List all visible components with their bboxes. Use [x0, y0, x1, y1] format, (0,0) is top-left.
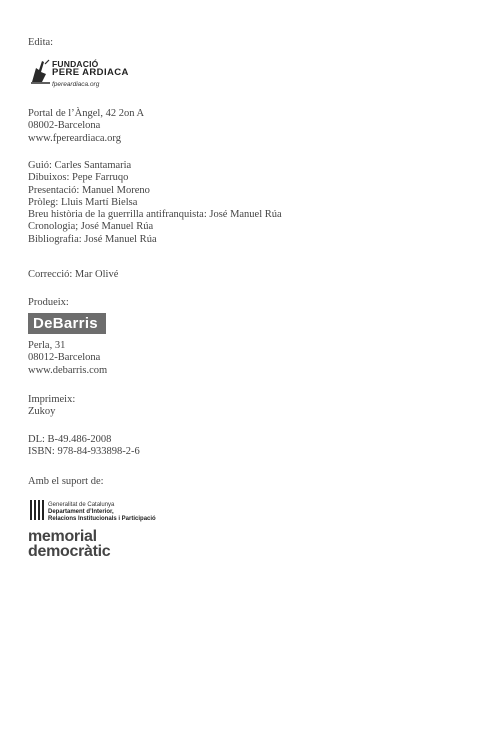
correction-credit: Correcció: Mar Olivé [28, 269, 119, 280]
generalitat-logo-line1: Generalitat de Catalunya [48, 502, 115, 508]
produeix-label: Produeix: [28, 297, 69, 308]
senyera-icon [30, 500, 44, 520]
isbn: ISBN: 978-84-933898-2-6 [28, 446, 140, 458]
printer-block [28, 394, 75, 419]
memorial-logo-line1: memorial [28, 528, 97, 545]
legal-block [28, 434, 140, 459]
legal-deposit: DL: B-49.486-2008 [28, 434, 112, 445]
imprimeix-label: Imprimeix: [28, 394, 76, 405]
publisher-address [28, 108, 144, 145]
memorial-logo-line2: democràtic [28, 543, 111, 560]
producer-city: 08012-Barcelona [28, 352, 101, 364]
producer-website[interactable]: www.debarris.com [28, 364, 108, 376]
credits-list [28, 160, 282, 246]
debarris-logo [28, 313, 106, 334]
edita-label: Edita: [28, 37, 54, 48]
generalitat-logo [30, 499, 180, 523]
publisher-street: Portal de l’Àngel, 42 2on A [28, 108, 145, 119]
producer-address [28, 340, 107, 377]
publisher-website[interactable]: www.fpereardiaca.org [28, 132, 121, 144]
credit-chronology: Cronologia; José Manuel Rúa [28, 221, 154, 233]
credit-script: Guió: Carles Santamaria [28, 160, 132, 171]
fundacio-logo-url: fpereardiaca.org [52, 81, 100, 88]
support-label: Amb el suport de: [28, 476, 104, 487]
fundacio-logo-line1: FUNDACIÓ [52, 59, 99, 69]
credit-prologue: Pròleg: Lluis Martí Bielsa [28, 196, 138, 208]
producer-street: Perla, 31 [28, 340, 66, 351]
generalitat-logo-line2: Departament d’Interior, [48, 509, 114, 515]
fundacio-logo-line2: PERE ARDIACA [52, 67, 129, 78]
memorial-democratic-logo [28, 528, 128, 564]
credit-presentation: Presentació: Manuel Moreno [28, 184, 150, 196]
credit-bibliography: Bibliografia: José Manuel Rúa [28, 233, 157, 245]
printer-name: Zukoy [28, 406, 56, 418]
credit-drawings: Dibuixos: Pepe Farruqo [28, 172, 129, 184]
fundacio-emblem-icon [30, 58, 52, 84]
generalitat-logo-line3: Relacions Institucionals i Participació [48, 516, 156, 522]
debarris-logo-text: DeBarris [33, 315, 98, 332]
fundacio-pere-ardiaca-logo [28, 58, 138, 90]
publisher-city: 08002-Barcelona [28, 120, 101, 132]
credit-history: Breu història de la guerrilla antifranquista: José Manuel Rúa [28, 209, 282, 221]
